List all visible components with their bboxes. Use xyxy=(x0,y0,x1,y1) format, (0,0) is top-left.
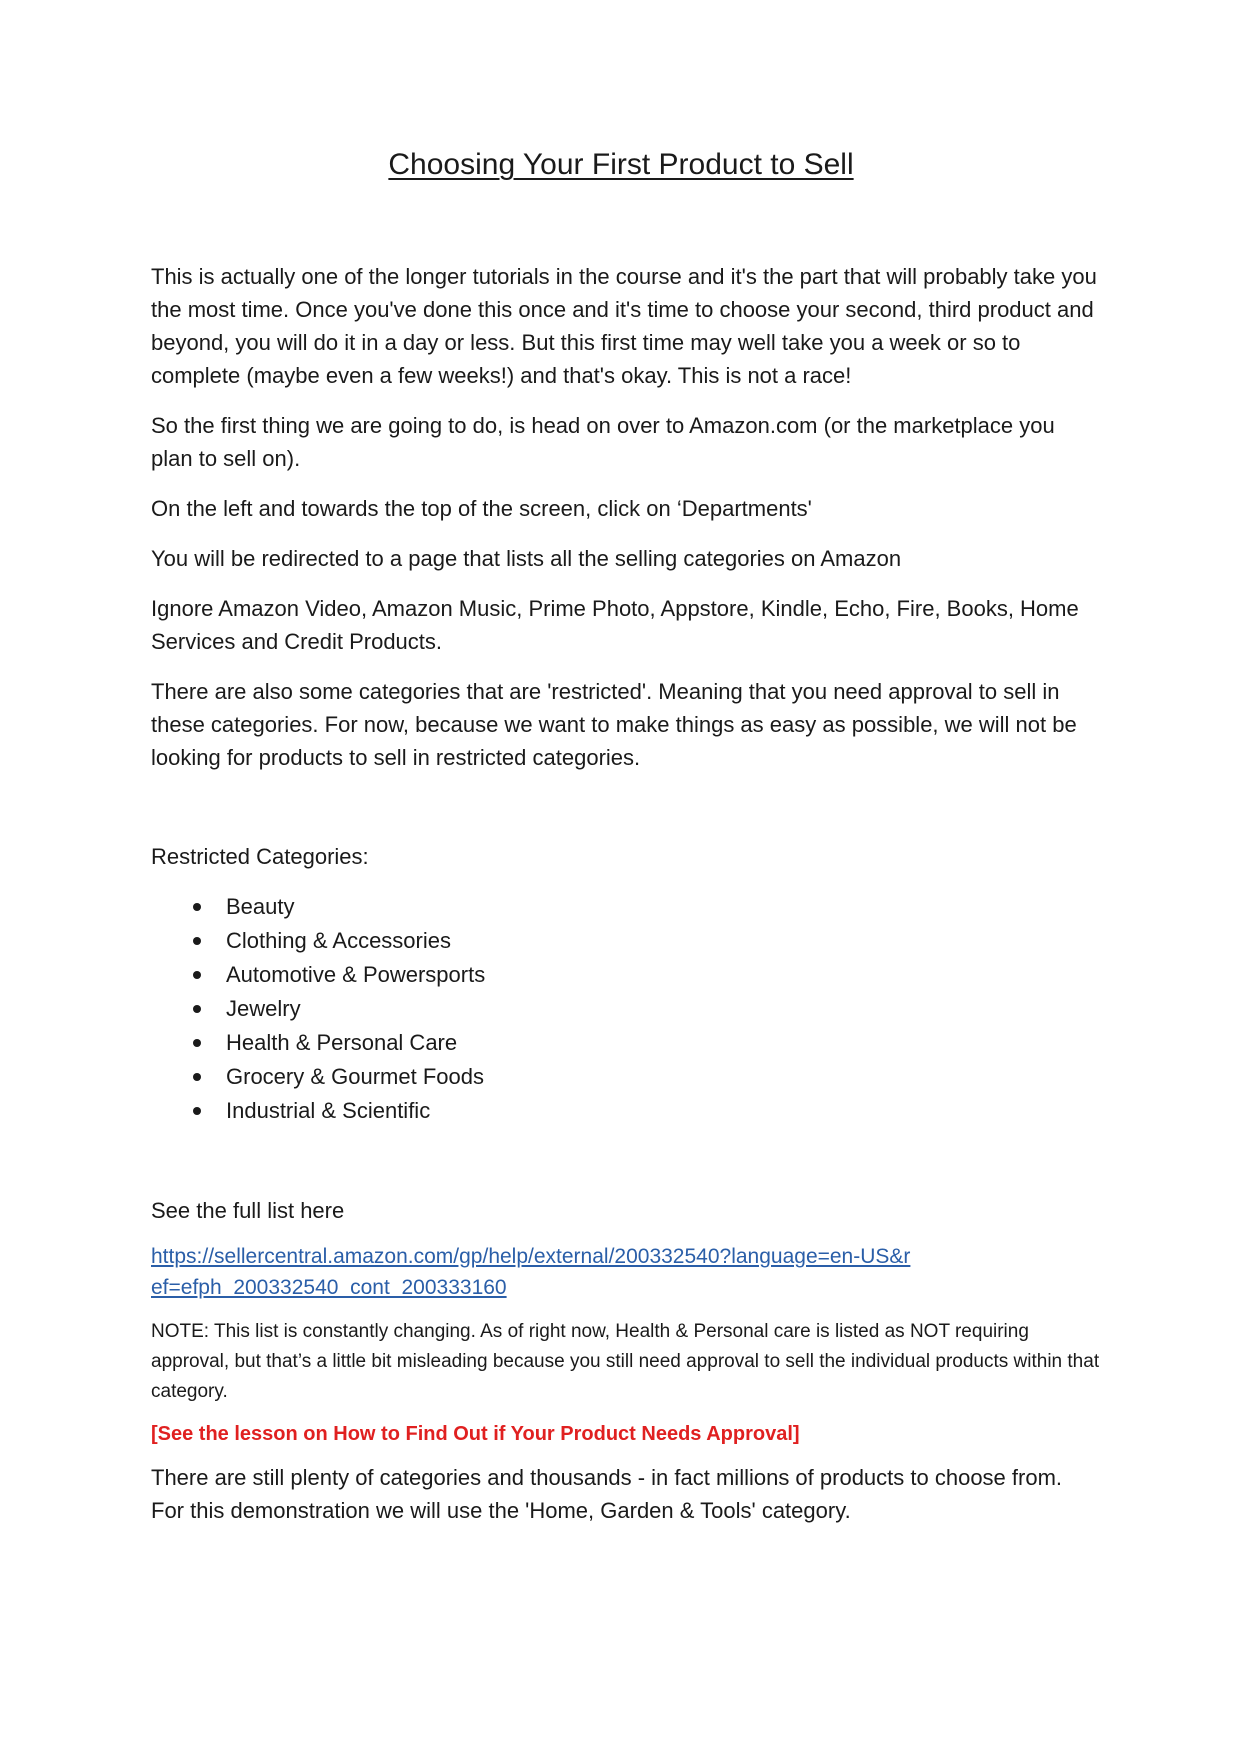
restricted-paragraph: There are also some categories that are 'restricted'. Meaning that you need approval to sell in these categories. For now, because we want to make things as easy as possible, we will not be looking for products to sell in restricted categories. xyxy=(151,679,1077,770)
list-item: Automotive & Powersports xyxy=(151,958,1101,992)
restricted-heading: Restricted Categories: xyxy=(151,844,369,869)
bullet-icon xyxy=(193,1039,201,1047)
ignore-paragraph: Ignore Amazon Video, Amazon Music, Prime Photo, Appstore, Kindle, Echo, Fire, Books, Home Services and Credit Products. xyxy=(151,596,1079,654)
note-paragraph: NOTE: This list is constantly changing. As of right now, Health & Personal care is listed as NOT requiring approval, but that’s a little bit misleading because you still need approval to sell the individual products within that category. xyxy=(151,1321,1100,1402)
list-item: Health & Personal Care xyxy=(151,1026,1101,1060)
document-body xyxy=(151,260,1101,1527)
departments-paragraph: On the left and towards the top of the screen, click on ‘Departments' xyxy=(151,496,812,521)
bullet-icon xyxy=(193,937,201,945)
intro-paragraph: This is actually one of the longer tutorials in the course and it's the part that will probably take you the most time. Once you've done this once and it's time to choose your second, third product and beyond, you will do it in a day or less. But this first time may well take you a week or so to complete (maybe even a few weeks!) and that's okay. This is not a race! xyxy=(151,264,1097,388)
closing-paragraph: There are still plenty of categories and thousands - in fact millions of products to choose from. For this demonstration we will use the 'Home, Garden & Tools' category. xyxy=(151,1465,1063,1523)
bullet-icon xyxy=(193,1073,201,1081)
redirect-paragraph: You will be redirected to a page that lists all the selling categories on Amazon xyxy=(151,546,902,571)
list-item: Grocery & Gourmet Foods xyxy=(151,1060,1101,1094)
lesson-reference: [See the lesson on How to Find Out if Your Product Needs Approval] xyxy=(151,1423,800,1445)
list-item: Jewelry xyxy=(151,992,1101,1026)
bullet-icon xyxy=(193,903,201,911)
list-item: Beauty xyxy=(151,890,1101,924)
page-title: Choosing Your First Product to Sell xyxy=(388,148,854,181)
restricted-categories-list xyxy=(151,890,1101,1128)
bullet-icon xyxy=(193,971,201,979)
bullet-icon xyxy=(193,1107,201,1115)
amazon-paragraph: So the first thing we are going to do, is head on over to Amazon.com (or the marketplace you plan to sell on). xyxy=(151,413,1055,471)
full-list-text: See the full list here xyxy=(151,1198,345,1223)
bullet-icon xyxy=(193,1005,201,1013)
list-item: Clothing & Accessories xyxy=(151,924,1101,958)
list-item: Industrial & Scientific xyxy=(151,1094,1101,1128)
full-list-link[interactable]: https://sellercentral.amazon.com/gp/help/external/200332540?language=en-US&ref=efph_200332540_cont_200333160 xyxy=(151,1245,911,1299)
